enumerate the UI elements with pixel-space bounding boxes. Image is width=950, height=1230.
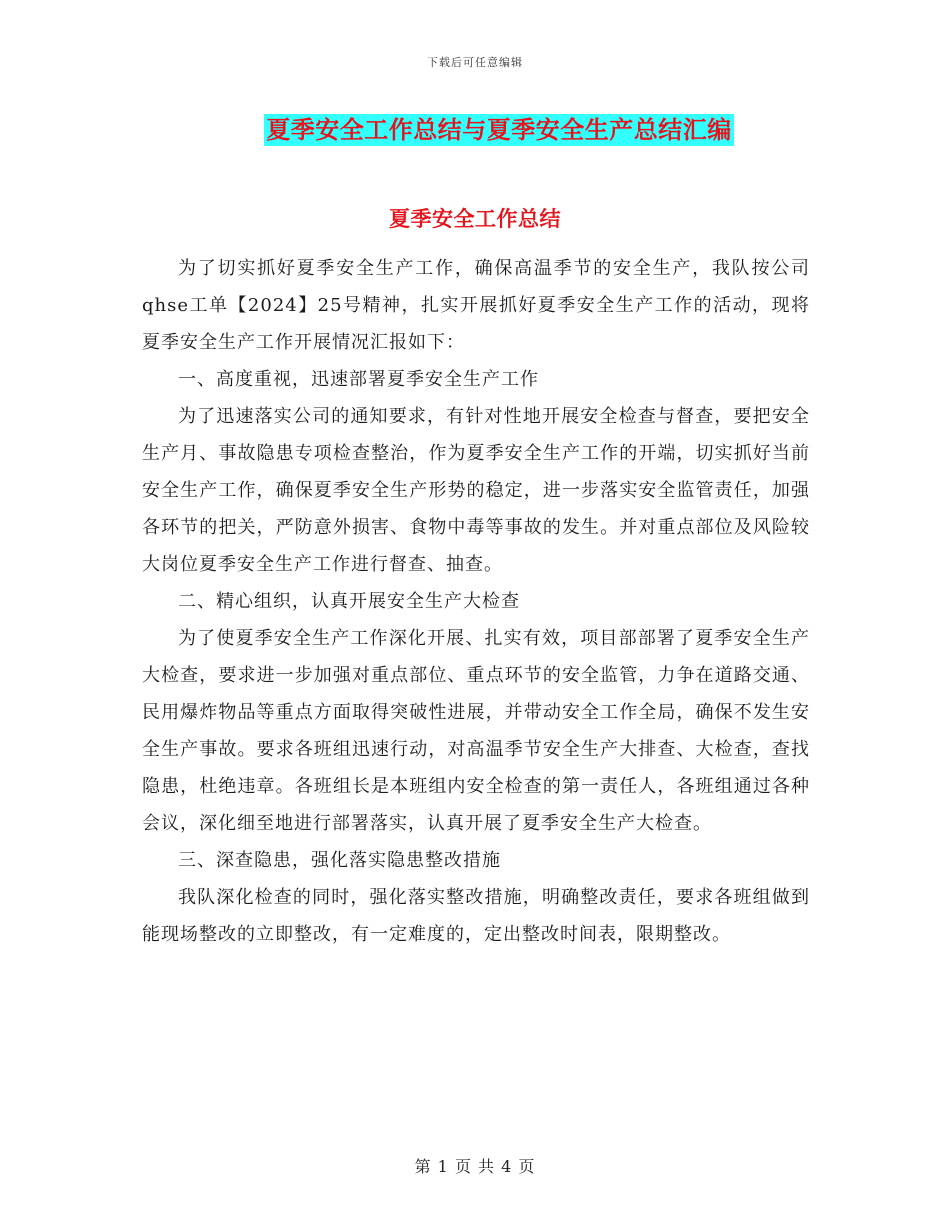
section-heading: 二、精心组织，认真开展安全生产大检查 [178,591,520,612]
paragraph: 为了迅速落实公司的通知要求，有针对性地开展安全检查与督查，要把安全生产月、事故隐患专项检查整治，作为夏季安全生产工作的开端，切实抓好当前安全生产工作，确保夏季安全生产形势的稳定，进一步落实安全监管责任，加强各环节的把关，严防意外损害、食物中毒等事故的发生。并对重点部位及风险较大岗位夏季安全生产工作进行督查、抽查。 [142,406,810,575]
section-heading: 三、深查隐患，强化落实隐患整改措施 [178,850,501,871]
paragraph: 为了使夏季安全生产工作深化开展、扎实有效，项目部部署了夏季安全生产大检查，要求进一步加强对重点部位、重点环节的安全监管，力争在道路交通、民用爆炸物品等重点方面取得突破性进展，并带动安全工作全局，确保不发生安全生产事故。要求各班组迅速行动，对高温季节安全生产大排查、大检查，查找隐患，杜绝违章。各班组长是本班组内安全检查的第一责任人，各班组通过各种会议，深化细至地进行部署落实，认真开展了夏季安全生产大检查。 [142,628,810,834]
paragraph: 我队深化检查的同时，强化落实整改措施，明确整改责任，要求各班组做到能现场整改的立即整改，有一定难度的，定出整改时间表，限期整改。 [142,887,810,945]
document-body [142,250,810,953]
section-heading: 一、高度重视，迅速部署夏季安全生产工作 [178,369,539,390]
header-note: 下载后可任意编辑 [427,56,523,69]
paragraph: 为了切实抓好夏季安全生产工作，确保高温季节的安全生产，我队按公司qhse工单【2024】25号精神，扎实开展抓好夏季安全生产工作的活动，现将夏季安全生产工作开展情况汇报如下： [142,258,810,353]
section-title: 夏季安全工作总结 [389,206,561,231]
page-number: 第 1 页 共 4 页 [414,1157,536,1176]
document-title [0,114,950,146]
document-title-text: 夏季安全工作总结与夏季安全生产总结汇编 [266,115,732,144]
